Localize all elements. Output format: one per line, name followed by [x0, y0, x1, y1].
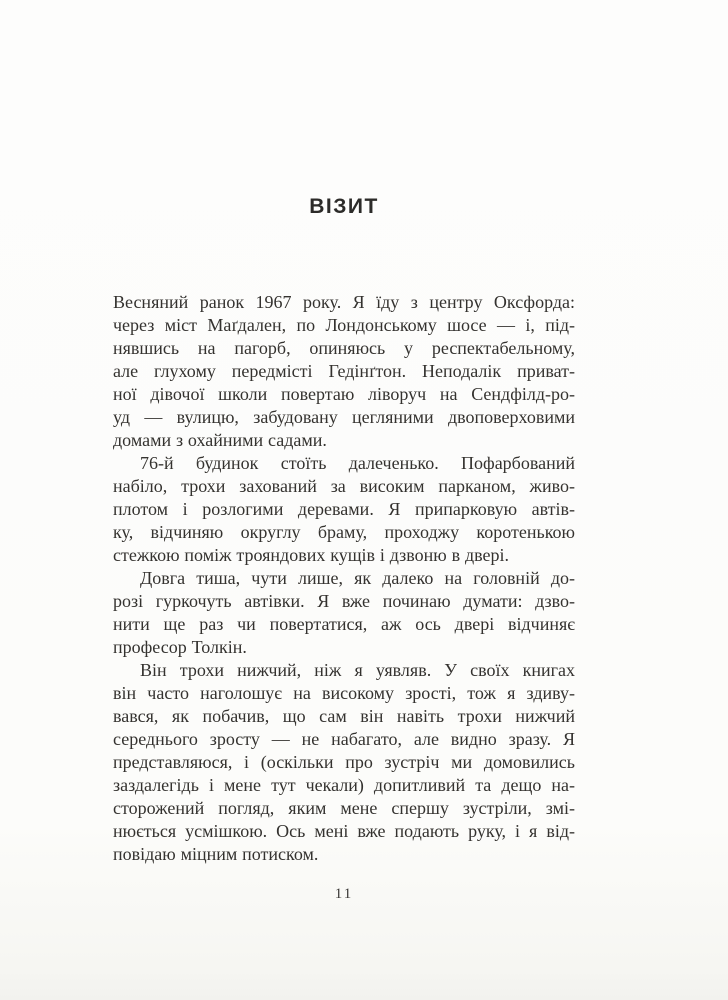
page-number: 11 — [334, 886, 354, 902]
text-line: професор Толкін. — [113, 637, 247, 657]
text-line: він часто наголошує на високому зрості, тож я здиву- — [113, 683, 575, 703]
chapter-title: ВІЗИТ — [309, 195, 379, 218]
text-line: ної дівочої школи повертаю ліворуч на Сендфілд-ро- — [113, 384, 575, 404]
paragraph — [113, 452, 575, 567]
text-line: нюється усмішкою. Ось мені вже подають руку, і я від- — [113, 821, 575, 841]
text-block — [113, 291, 575, 866]
paragraph — [113, 291, 575, 452]
text-line: повідаю міцним потиском. — [113, 844, 319, 864]
text-line: розі гуркочуть автівки. Я вже починаю думати: дзво- — [113, 591, 575, 611]
paragraph — [113, 567, 575, 659]
text-line: через міст Маґдален, по Лондонському шосе — і, під- — [113, 315, 575, 335]
paragraph — [113, 659, 575, 866]
text-line: набіло, трохи захований за високим парканом, живо- — [113, 476, 575, 496]
text-line: нявшись на пагорб, опиняюсь у респектабельному, — [113, 338, 575, 358]
text-line: уд — вулицю, забудовану цегляними двоповерховими — [113, 407, 575, 427]
text-line: середнього зросту — не набагато, але видно зразу. Я — [113, 729, 575, 749]
text-line: 76-й будинок стоїть далеченько. Пофарбований — [140, 453, 575, 473]
text-line: стежкою поміж трояндових кущів і дзвоню в двері. — [113, 545, 509, 565]
text-line: Він трохи нижчий, ніж я уявляв. У своїх книгах — [140, 660, 575, 680]
text-line: Весняний ранок 1967 року. Я їду з центру Оксфорда: — [113, 292, 575, 312]
text-line: представляюся, і (оскільки про зустріч ми домовились — [113, 752, 575, 772]
text-line: заздалегідь і мене тут чекали) допитливий та дещо на- — [113, 775, 575, 795]
text-line: але глухому передмісті Гедінґтон. Неподалік приват- — [113, 361, 575, 381]
text-line: Довга тиша, чути лише, як далеко на головній до- — [140, 568, 575, 588]
text-line: нити ще раз чи повертатися, аж ось двері відчиняє — [113, 614, 575, 634]
text-line: ку, відчиняю округлу браму, проходжу коротенькою — [113, 522, 575, 542]
text-line: плотом і розлогими деревами. Я припарковую автів- — [113, 499, 575, 519]
text-line: сторожений погляд, яким мене спершу зустріли, змі- — [113, 798, 575, 818]
text-line: домами з охайними садами. — [113, 430, 327, 450]
text-line: вався, як побачив, що сам він навіть трохи нижчий — [113, 706, 575, 726]
